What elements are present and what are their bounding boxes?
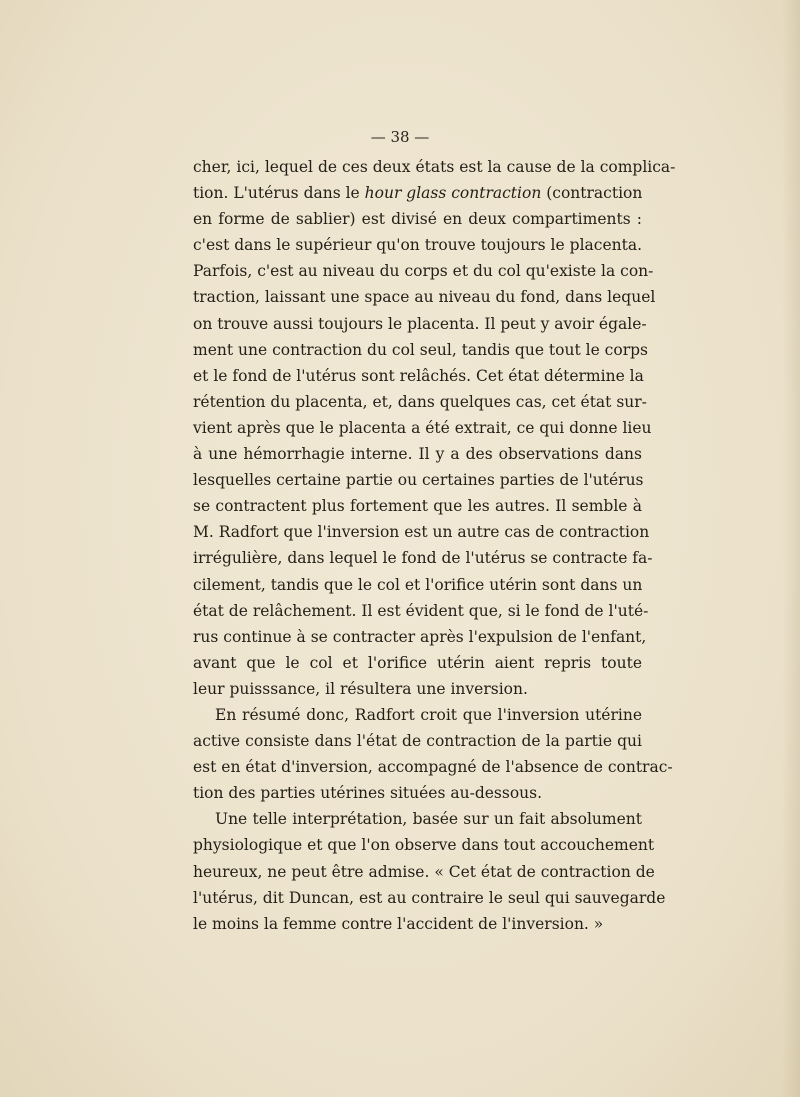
text-line: cher, ici, lequel de ces deux états est la cause de la complica- (193, 158, 676, 176)
text-segment: (contraction (541, 184, 643, 203)
text-segment: tion. L'utérus dans le (193, 184, 365, 203)
text-line: c'est dans le supérieur qu'on trouve toujours le placenta. (193, 236, 642, 255)
paragraph-3 (193, 806, 666, 936)
text-line: M. Radfort que l'inversion est un autre cas de contraction (193, 523, 650, 542)
text-line: vient après que le placenta a été extrait, ce qui donne lieu (193, 418, 652, 437)
text-line: lesquelles certaine partie ou certaines parties de l'utérus (193, 471, 644, 490)
text-line: En résumé donc, Radfort croit que l'inversion utérine (215, 705, 642, 724)
text-line: se contractent plus fortement que les autres. Il semble à (193, 497, 642, 516)
text-line: est en état d'inversion, accompagné de l'absence de contrac- (193, 758, 673, 777)
text-line: active consiste dans l'état de contraction de la partie qui (193, 732, 642, 751)
body-text (193, 154, 676, 937)
text-line: en forme de sablier) est divisé en deux compartiments : (193, 210, 642, 229)
text-line: et le fond de l'utérus sont relâchés. Cet état détermine la (193, 366, 644, 385)
text-line: ment une contraction du col seul, tandis que tout le corps (193, 340, 648, 359)
paragraph-2 (193, 702, 673, 806)
text-line: leur puisssance, il résultera une inversion. (193, 679, 528, 698)
page-edge-shadow (782, 0, 800, 1097)
text-line: on trouve aussi toujours le placenta. Il peut y avoir égale- (193, 314, 647, 333)
text-line: à une hémorrhagie interne. Il y a des observations dans (193, 445, 642, 464)
text-line: tion des parties utérines situées au-dessous. (193, 784, 543, 803)
text-line: avant que le col et l'orifice utérin aient repris toute (193, 653, 642, 672)
text-line: l'utérus, dit Duncan, est au contraire le seul qui sauvegarde (193, 888, 666, 907)
text-line: traction, laissant une space au niveau du fond, dans lequel (193, 288, 656, 307)
text-line: rus continue à se contracter après l'expulsion de l'enfant, (193, 627, 647, 646)
text-line: rétention du placenta, et, dans quelques cas, cet état sur- (193, 392, 647, 411)
page-number: — 38 — (370, 128, 430, 146)
text-line: Une telle interprétation, basée sur un fait absolument (215, 810, 642, 829)
text-line-with-italic (193, 180, 642, 206)
text-line: état de relâchement. Il est évident que, si le fond de l'uté- (193, 601, 649, 620)
italic-phrase: hour glass contraction (364, 184, 542, 203)
paragraph-1 (193, 154, 676, 702)
text-line: heureux, ne peut être admise. « Cet état de contraction de (193, 862, 655, 881)
text-line: physiologique et que l'on observe dans tout accouchement (193, 836, 655, 855)
text-line: le moins la femme contre l'accident de l'inversion. » (193, 914, 604, 933)
text-line: Parfois, c'est au niveau du corps et du col qu'existe la con- (193, 262, 654, 281)
text-line: irrégulière, dans lequel le fond de l'utérus se contracte fa- (193, 549, 653, 568)
text-line: cilement, tandis que le col et l'orifice utérin sont dans un (193, 575, 643, 594)
